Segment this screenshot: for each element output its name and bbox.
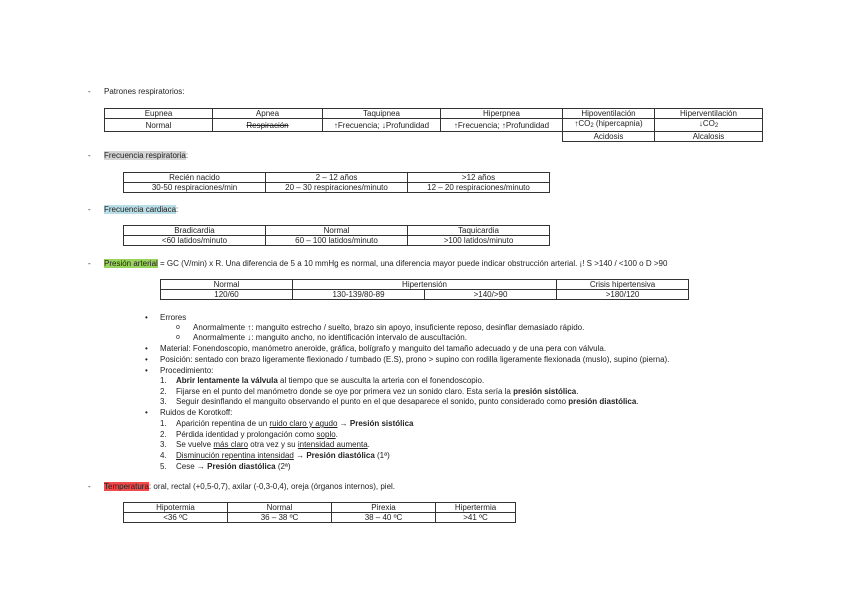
bullet: •	[145, 344, 148, 353]
td-temp-normal: 36 – 38 ºC	[228, 513, 332, 523]
step-number: 1.	[160, 419, 167, 428]
th-bradicardia: Bradicardia	[124, 226, 266, 236]
bullet: •	[145, 355, 148, 364]
material-text: Material: Fonendoscopio, manómetro aneroide, gráfica, bolígrafo y manguito del tamaño adecuado y de una pera con válvula.	[160, 344, 607, 353]
th-taquicardia: Taquicardia	[408, 226, 550, 236]
list-dash: -	[88, 205, 91, 214]
list-dash: -	[88, 259, 91, 268]
korotkoff-1: Aparición repentina de un ruido claro y agudo → Presión sistólica	[176, 419, 414, 428]
proc-step-2: Fijarse en el punto del manómetro donde se oye por primera vez un sonido claro. Esta sería la presión sistólica.	[176, 387, 579, 396]
errores-label: Errores	[160, 313, 187, 322]
temp-paragraph: Temperatura: oral, rectal (+0,5-0,7), axilar (-0,3-0,4), oreja (órganos internos), piel.	[104, 482, 396, 491]
th-hiperpnea: Hiperpnea	[441, 109, 563, 119]
step-number: 2.	[160, 430, 167, 439]
sub-bullet: o	[176, 334, 180, 341]
pres-paragraph: Presión arterial = GC (V/min) x R. Una diferencia de 5 a 10 mmHg es normal, una diferencia mayor puede indicar obstrucción arterial. ¡! S >140 / <100 o D >90	[104, 259, 668, 268]
step-number: 2.	[160, 387, 167, 396]
td-alcalosis: Alcalosis	[655, 132, 763, 142]
section-heading-resp: Patrones respiratorios:	[104, 87, 185, 96]
th-taquipnea: Taquipnea	[323, 109, 441, 119]
th-apnea: Apnea	[213, 109, 323, 119]
korotkoff-3: Se vuelve más claro otra vez y su intensidad aumenta.	[176, 440, 370, 449]
td-12-plus-value: 12 – 20 respiraciones/minuto	[408, 183, 550, 193]
td-hta1: 130-139/80-89	[293, 290, 425, 300]
td-respiracion: Respiración	[213, 119, 323, 132]
freq-card-table	[123, 225, 550, 246]
td-pirexia: 38 – 40 ºC	[332, 513, 436, 523]
td-taq-value: >100 latidos/minuto	[408, 236, 550, 246]
th-pirexia: Pirexia	[332, 503, 436, 513]
th-hipoventilacion: Hipoventilación	[563, 109, 655, 119]
procedimiento-label: Procedimiento:	[160, 366, 214, 375]
korotkoff-4: Disminución repentina intensidad → Presión diastólica (1ª)	[176, 451, 390, 460]
error-low: Anormalmente ↓: manguito ancho, no identificación intervalo de auscultación.	[193, 333, 467, 342]
freq-resp-table	[123, 172, 550, 193]
proc-step-3: Seguir desinflando el manguito observando el punto en el que desaparece el sonido, punto considerado como presión diastólica.	[176, 397, 639, 406]
th-2-12: 2 – 12 años	[266, 173, 408, 183]
td-hipotermia: <36 ºC	[124, 513, 228, 523]
th-crisis: Crisis hipertensiva	[557, 280, 689, 290]
td-taquipnea-desc: ↑Frecuencia; ↓Profundidad	[323, 119, 441, 132]
td-hta2: >140/>90	[425, 290, 557, 300]
bullet: •	[145, 313, 148, 322]
posicion-text: Posición: sentado con brazo ligeramente flexionado / tumbado (E.S), prono > supino con rodilla ligeramente flexionada (muslo), supino (pierna).	[160, 355, 670, 364]
th-hipertension: Hipertensión	[293, 280, 557, 290]
korotkoff-label: Ruidos de Korotkoff:	[160, 408, 233, 417]
korotkoff-5: Cese → Presión diastólica (2ª)	[176, 462, 291, 471]
sub-bullet: o	[176, 324, 180, 331]
step-number: 5.	[160, 462, 167, 471]
list-dash: -	[88, 151, 91, 160]
th-eupnea: Eupnea	[105, 109, 213, 119]
td-pres-normal: 120/60	[161, 290, 293, 300]
td-rn-value: 30-50 respiraciones/min	[124, 183, 266, 193]
list-dash: -	[88, 87, 91, 96]
step-number: 3.	[160, 440, 167, 449]
step-number: 3.	[160, 397, 167, 406]
korotkoff-2: Pérdida identidad y prolongación como soplo.	[176, 430, 338, 439]
th-12-plus: >12 años	[408, 173, 550, 183]
th-hipotermia: Hipotermia	[124, 503, 228, 513]
td-normal: Normal	[105, 119, 213, 132]
td-hiperventilacion-desc: $↓CO_2$	[655, 119, 763, 132]
td-2-12-value: 20 – 30 respiraciones/minuto	[266, 183, 408, 193]
list-dash: -	[88, 482, 91, 491]
td-brad-value: <60 latidos/minuto	[124, 236, 266, 246]
temp-table	[123, 502, 516, 523]
proc-step-1: Abrir lentamente la válvula al tiempo que se ausculta la arteria con el fonendoscopio.	[176, 376, 485, 385]
th-hiperventilacion: Hiperventilación	[655, 109, 763, 119]
th-pres-normal: Normal	[161, 280, 293, 290]
section-heading-card: Frecuencia cardiaca:	[104, 205, 179, 214]
pres-table	[160, 279, 689, 300]
step-number: 1.	[160, 376, 167, 385]
td-hipoventilacion-desc: $↑CO_2$ (hipercapnia)	[563, 119, 655, 132]
th-recien-nacido: Recién nacido	[124, 173, 266, 183]
td-normal-value: 60 – 100 latidos/minuto	[266, 236, 408, 246]
td-hiperpnea-desc: ↑Frecuencia; ↑Profundidad	[441, 119, 563, 132]
error-high: Anormalmente ↑: manguito estrecho / suelto, brazo sin apoyo, insuficiente reposo, desinflar demasiado rápido.	[193, 323, 585, 332]
td-hipertermia: >41 ºC	[436, 513, 516, 523]
td-acidosis: Acidosis	[563, 132, 655, 142]
resp-patterns-table	[104, 108, 763, 142]
bullet: •	[145, 408, 148, 417]
section-heading-freq: Frecuencia respiratoria:	[104, 151, 189, 160]
step-number: 4.	[160, 451, 167, 460]
td-crisis: >180/120	[557, 290, 689, 300]
th-temp-normal: Normal	[228, 503, 332, 513]
th-hipertermia: Hipertermia	[436, 503, 516, 513]
bullet: •	[145, 366, 148, 375]
th-normal: Normal	[266, 226, 408, 236]
